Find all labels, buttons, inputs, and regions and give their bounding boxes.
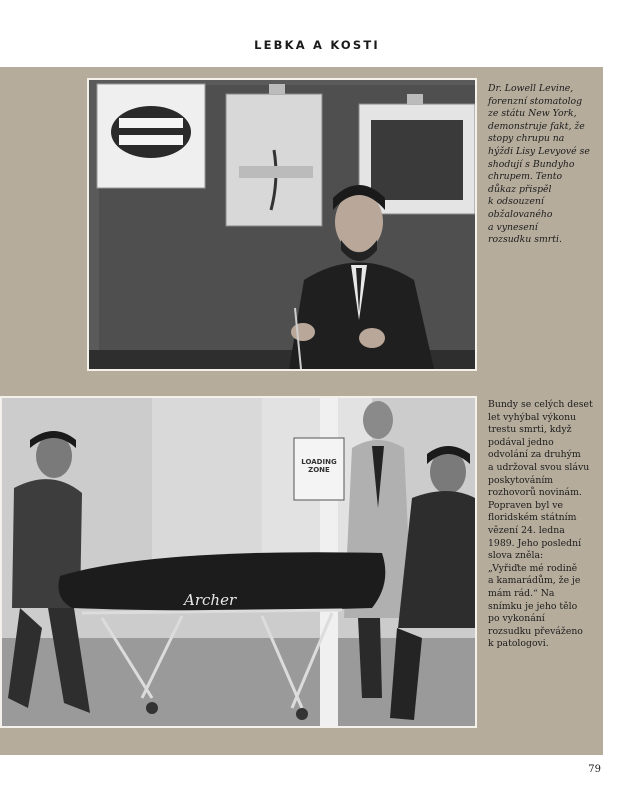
caption-line: forenzní stomatolog [488, 95, 583, 107]
caption-line: odvolání za druhým [488, 449, 581, 461]
caption-line: rozsudku smrti. [488, 234, 562, 246]
caption-line: podával jedno [488, 436, 554, 448]
photo-forensic-dentist [87, 78, 477, 371]
caption-line: hýždi Lisy Levyové se [488, 145, 590, 157]
sign-line: ZONE [308, 466, 330, 474]
caption-line: let vyhýbal výkonu [488, 411, 577, 423]
caption-line: obžalovaného [488, 208, 553, 220]
caption-line: shodují s Bundyho [488, 158, 575, 170]
caption-line: demonstruje fakt, že [488, 120, 585, 132]
caption-line: a udržoval svou slávu [488, 461, 590, 473]
stretcher-label: Archer [184, 591, 237, 609]
sign-line: LOADING [301, 458, 337, 466]
page-number: 79 [588, 764, 601, 775]
caption-line: Dr. Lowell Levine, [488, 83, 574, 94]
caption-forensic-dentist [488, 83, 594, 247]
caption-line: „Vyřiďte mé rodině [488, 562, 578, 574]
caption-line: a kamarádům, že je [488, 575, 581, 587]
caption-line: poskytováním [488, 474, 554, 486]
caption-body-transport [488, 399, 594, 651]
caption-line: rozhovorů novinám. [488, 487, 582, 499]
caption-line: Bundy se celých deset [488, 399, 593, 410]
caption-line: mám rád.“ Na [488, 587, 555, 599]
photo-forensic-dentist-illustration [89, 80, 475, 369]
caption-line: k patologovi. [488, 638, 549, 650]
caption-line: 1989. Jeho poslední [488, 537, 582, 549]
caption-line: důkaz přispěl [488, 183, 552, 195]
caption-line: floridském státním [488, 512, 577, 524]
caption-line: snímku je jeho tělo [488, 600, 578, 612]
caption-line: po vykonání [488, 613, 545, 625]
running-header: LEBKA A KOSTI [254, 38, 380, 52]
caption-line: k odsouzení [488, 196, 544, 208]
loading-zone-sign [294, 458, 344, 474]
caption-line: rozsudku převáženo [488, 625, 583, 637]
photo-body-transport [0, 396, 477, 728]
caption-line: a vynesení [488, 221, 538, 233]
photo-body-transport-illustration [2, 398, 475, 726]
caption-line: chrupem. Tento [488, 171, 563, 183]
caption-line: trestu smrti, když [488, 424, 572, 436]
caption-line: slova zněla: [488, 550, 544, 562]
caption-line: vězení 24. ledna [488, 524, 565, 536]
caption-line: ze státu New York, [488, 108, 577, 120]
caption-line: Popraven byl ve [488, 499, 563, 511]
caption-line: stopy chrupu na [488, 133, 565, 145]
